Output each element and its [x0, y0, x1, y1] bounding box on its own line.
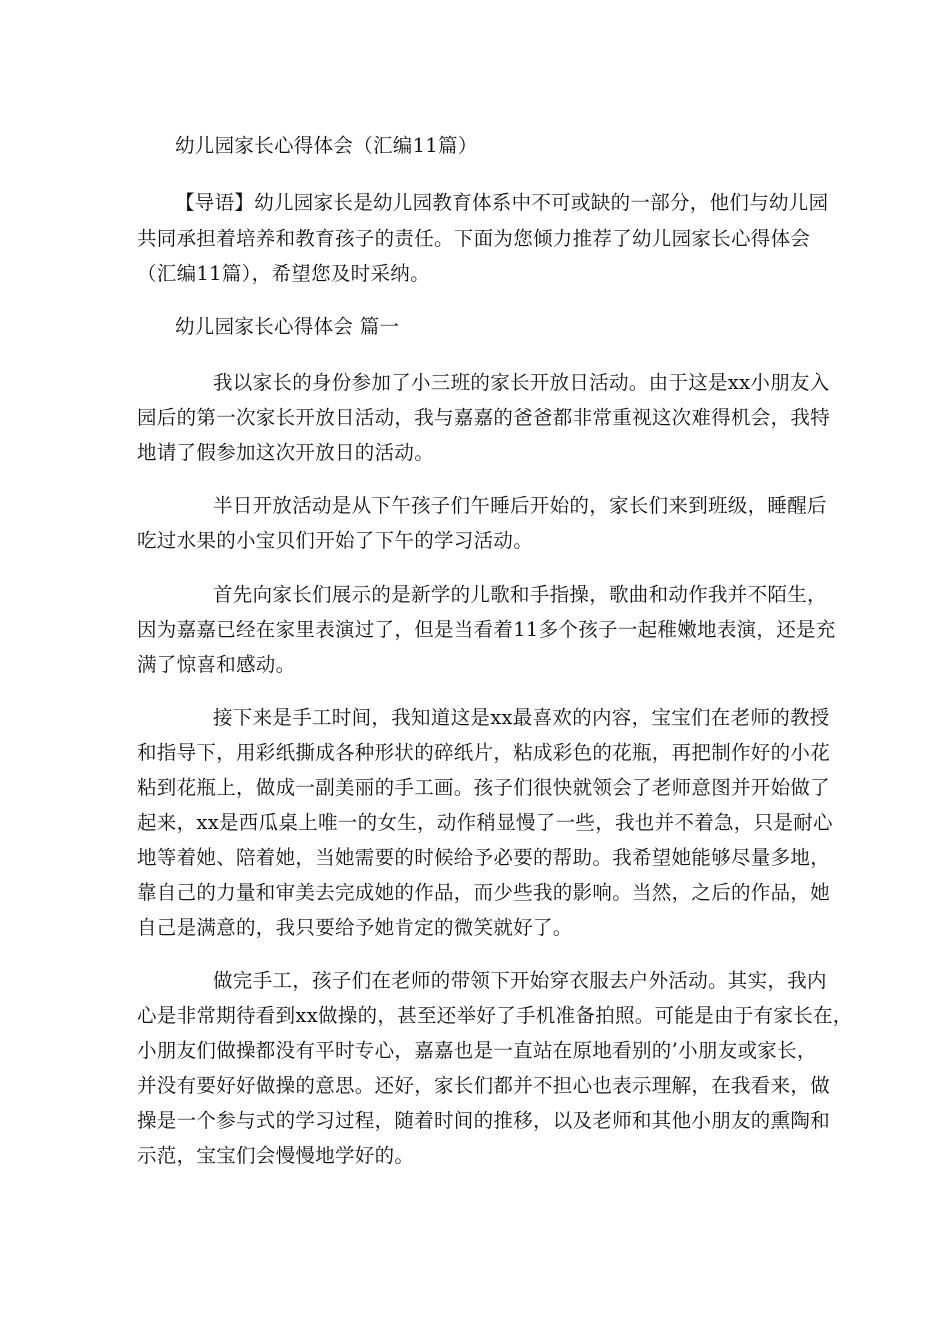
document-title: 幼儿园家长心得体会（汇编11篇） — [175, 134, 478, 157]
paragraph-line: 满了惊喜和感动。 — [137, 653, 296, 676]
paragraph-line: 园后的第一次家长开放日活动，我与嘉嘉的爸爸都非常重视这次难得机会，我特 — [137, 406, 831, 429]
paragraph-line: 起来，xx是西瓜桌上唯一的女生，动作稍显慢了一些，我也并不着急，只是耐心 — [137, 811, 833, 834]
paragraph-line: 接下来是手工时间，我知道这是xx最喜欢的内容，宝宝们在老师的教授 — [213, 706, 830, 729]
paragraph-line: 地等着她、陪着她，当她需要的时候给予必要的帮助。我希望她能够尽量多地， — [137, 846, 831, 869]
paragraph-line: 我以家长的身份参加了小三班的家长开放日活动。由于这是xx小朋友入 — [213, 371, 830, 394]
paragraph-line: 半日开放活动是从下午孩子们午睡后开始的，家长们来到班级，睡醒后 — [213, 494, 827, 517]
paragraph-line: 做完手工，孩子们在老师的带领下开始穿衣服去户外活动。其实，我内 — [213, 969, 827, 992]
intro-line: （汇编11篇），希望您及时采纳。 — [137, 262, 430, 285]
paragraph-line: 靠自己的力量和审美去完成她的作品，而少些我的影响。当然，之后的作品，她 — [137, 881, 831, 904]
paragraph-line: 和指导下，用彩纸撕成各种形状的碎纸片，粘成彩色的花瓶，再把制作好的小花 — [137, 741, 831, 764]
paragraph-line: 并没有要好好做操的意思。还好，家长们都并不担心也表示理解，在我看来，做 — [137, 1074, 831, 1097]
paragraph-line: 操是一个参与式的学习过程，随着时间的推移，以及老师和其他小朋友的熏陶和 — [137, 1109, 831, 1132]
paragraph-line: 自己是满意的，我只要给予她肯定的微笑就好了。 — [137, 916, 573, 939]
paragraph-line: 首先向家长们展示的是新学的儿歌和手指操，歌曲和动作我并不陌生， — [213, 583, 827, 606]
paragraph-line: 地请了假参加这次开放日的活动。 — [137, 441, 435, 464]
paragraph-line: 因为嘉嘉已经在家里表演过了，但是当看着11多个孩子一起稚嫩地表演，还是充 — [137, 618, 836, 641]
section-heading: 幼儿园家长心得体会 篇一 — [175, 315, 400, 338]
paragraph-line: 小朋友们做操都没有平时专心，嘉嘉也是一直站在原地看别的’小朋友或家长， — [137, 1039, 817, 1062]
paragraph-line: 示范，宝宝们会慢慢地学好的。 — [137, 1144, 415, 1167]
paragraph-line: 心是非常期待看到xx做操的，甚至还举好了手机准备拍照。可能是由于有家长在， — [137, 1004, 853, 1027]
intro-line: 共同承担着培养和教育孩子的责任。下面为您倾力推荐了幼儿园家长心得体会 — [137, 227, 811, 250]
paragraph-line: 吃过水果的小宝贝们开始了下午的学习活动。 — [137, 529, 534, 552]
intro-line: 【导语】幼儿园家长是幼儿园教育体系中不可或缺的一部分，他们与幼儿园 — [175, 191, 829, 214]
paragraph-line: 粘到花瓶上，做成一副美丽的手工画。孩子们很快就领会了老师意图并开始做了 — [137, 776, 831, 799]
